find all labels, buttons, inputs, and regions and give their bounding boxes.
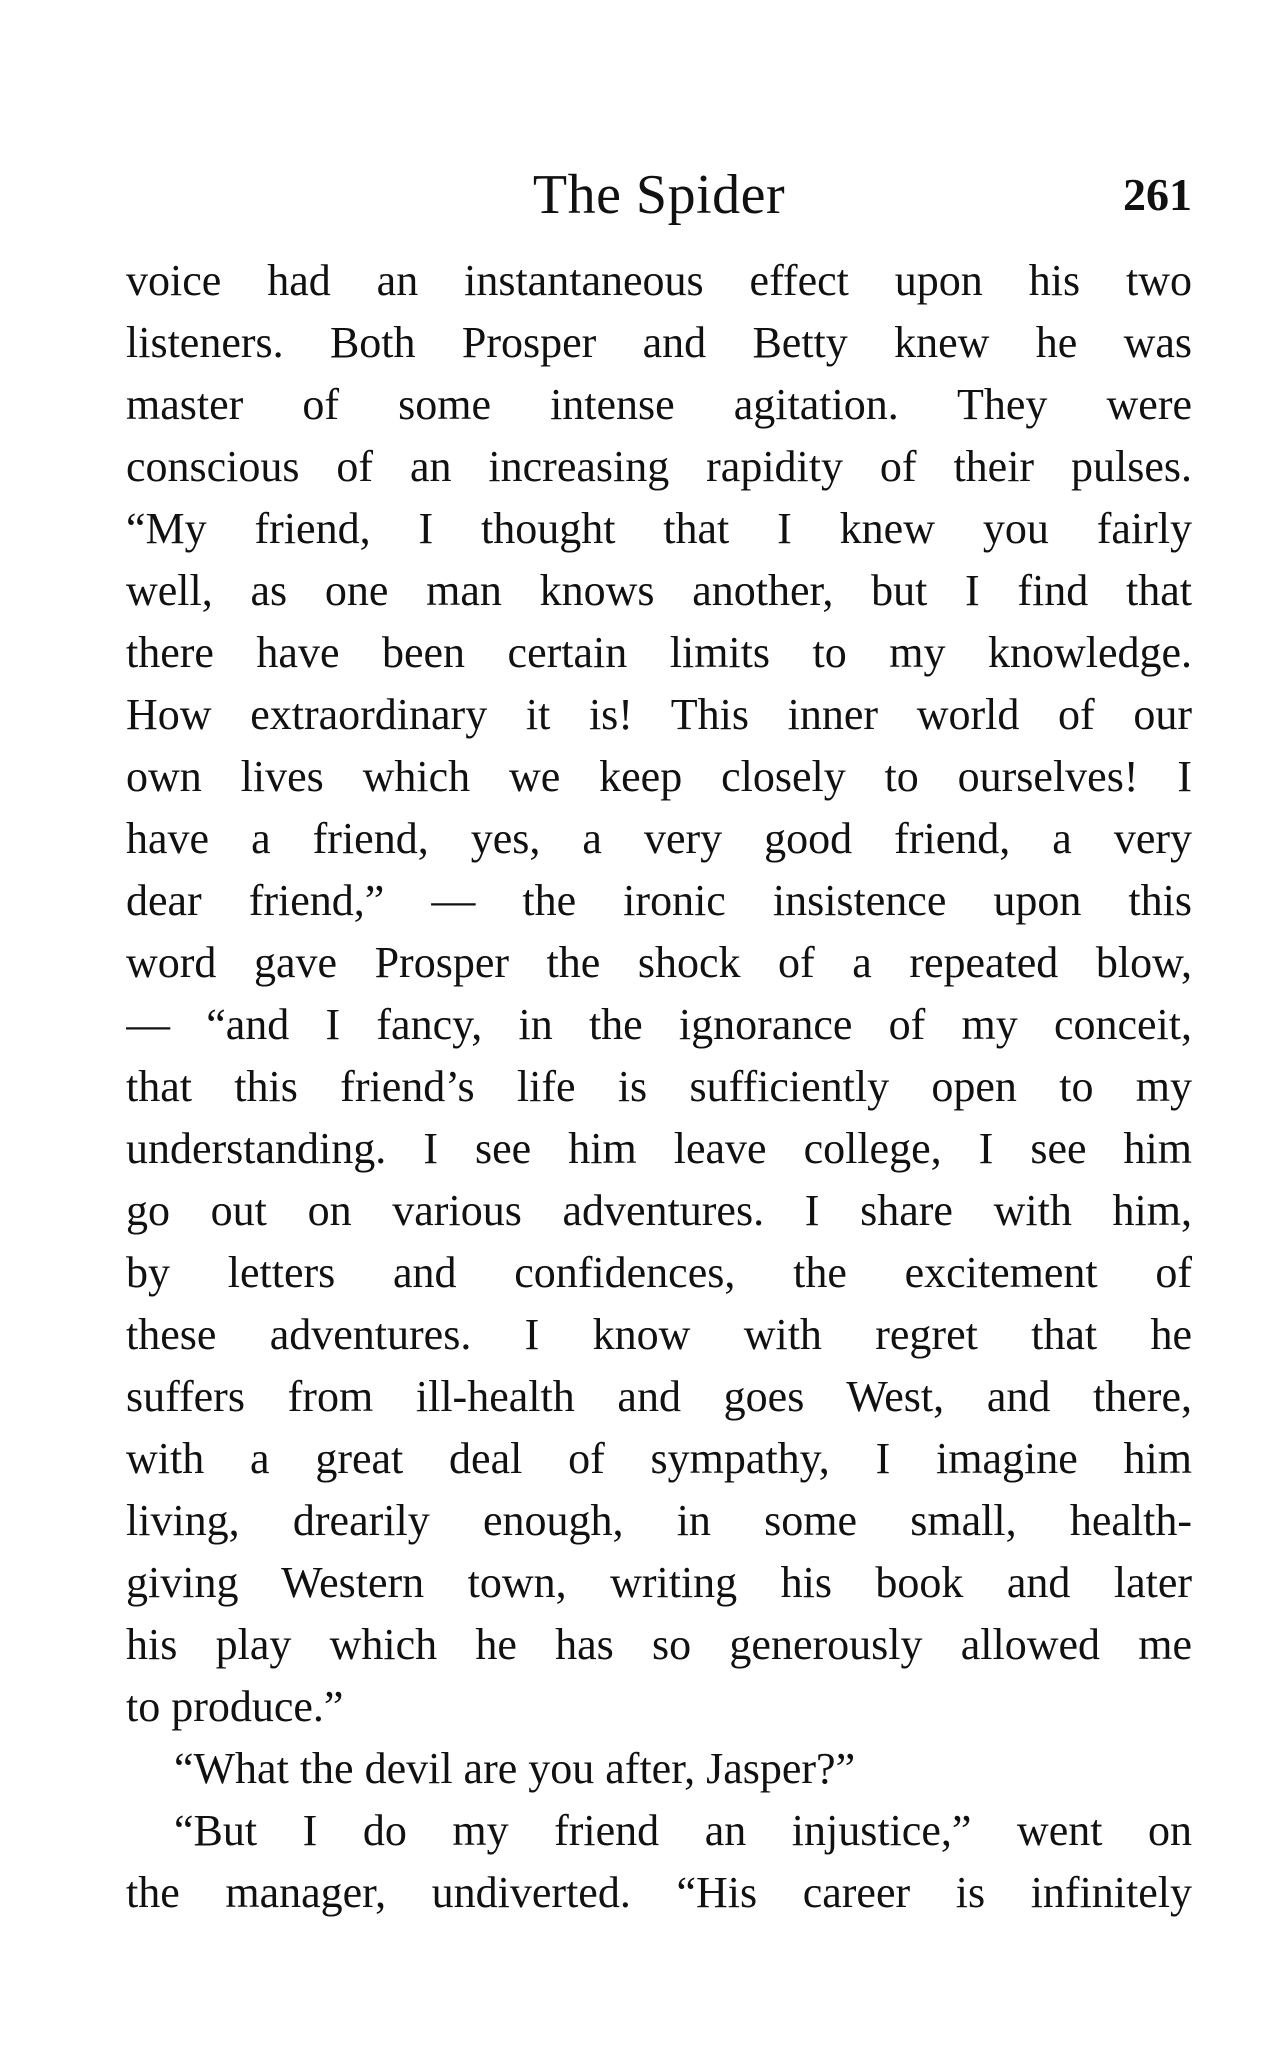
text-line: voice had an instantaneous effect upon his two [126,256,1192,305]
text-line: his play which he has so generously allowed me [126,1620,1192,1669]
text-line: go out on various adventures. I share with him, [126,1186,1192,1235]
running-head [126,160,1192,230]
running-title: The Spider [532,164,786,226]
text-line: living, drearily enough, in some small, health- [126,1496,1192,1545]
body-text [126,250,1192,1924]
text-line: listeners. Both Prosper and Betty knew he was [126,318,1192,367]
text-line: understanding. I see him leave college, I see him [126,1124,1192,1173]
text-line: with a great deal of sympathy, I imagine him [126,1434,1192,1483]
text-line: master of some intense agitation. They were [126,380,1192,429]
text-line: that this friend’s life is sufficiently open to my [126,1062,1192,1111]
text-line: conscious of an increasing rapidity of their pulses. [126,442,1192,491]
text-line: these adventures. I know with regret that he [126,1310,1192,1359]
text-line: there have been certain limits to my knowledge. [126,628,1192,677]
text-line: “What the devil are you after, Jasper?” [174,1744,856,1793]
text-line: own lives which we keep closely to ourselves! I [126,752,1192,801]
text-line: dear friend,” — the ironic insistence upon this [126,876,1192,925]
text-line: by letters and confidences, the excitement of [126,1248,1192,1297]
text-line: to produce.” [126,1682,344,1731]
text-line: How extraordinary it is! This inner world of our [126,690,1192,739]
text-line: have a friend, yes, a very good friend, a very [126,814,1192,863]
text-line: suffers from ill-health and goes West, and there, [126,1372,1192,1421]
text-line: — “and I fancy, in the ignorance of my conceit, [126,1000,1192,1049]
text-line: the manager, undiverted. “His career is infinitely [126,1868,1192,1917]
text-line: well, as one man knows another, but I find that [126,566,1192,615]
page-number: 261 [1123,169,1192,220]
text-line: “But I do my friend an injustice,” went on [174,1806,1192,1855]
text-line: giving Western town, writing his book and later [126,1558,1192,1607]
text-line: word gave Prosper the shock of a repeated blow, [126,938,1192,987]
text-line: “My friend, I thought that I knew you fairly [126,504,1192,553]
